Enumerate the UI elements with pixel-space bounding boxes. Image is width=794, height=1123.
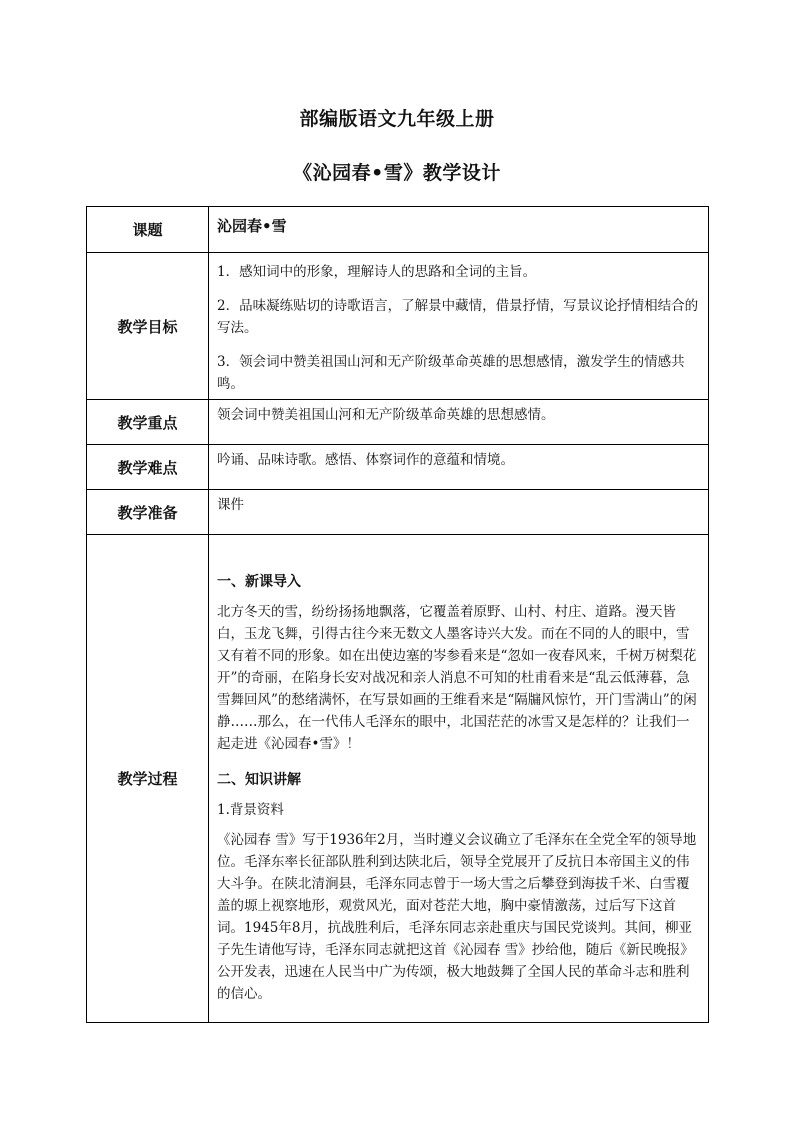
topic-text: 沁园春•雪 <box>217 217 287 235</box>
label-goals: 教学目标 <box>87 253 209 400</box>
value-process <box>209 535 709 1023</box>
subsection-text-background: 《沁园春 雪》写于1936年2月，当时遵义会议确立了毛泽东在全党全军的领导地位。毛泽东率长征部队胜利到达陕北后，领导全党展开了反抗日本帝国主义的伟大斗争。在陕北清涧县，毛泽东同志曾于一场大雪之后攀登到海拔千米、白雪覆盖的塬上视察地形，观赏风光，面对苍茫大地，胸中豪情激荡，过后写下这首词。1945年8月，抗战胜利后，毛泽东同志亲赴重庆与国民党谈判。其间，柳亚子先生请他写诗，毛泽东同志就把这首《沁园春 雪》抄给他，随后《新民晚报》公开发表，迅速在人民当中广为传颂，极大地鼓舞了全国人民的革命斗志和胜利的信心。 <box>217 832 697 1002</box>
goal-item-1: 1．感知词中的形象，理解诗人的思路和全词的主旨。 <box>217 264 537 280</box>
row-difficulty <box>87 445 709 490</box>
row-process <box>87 535 709 1023</box>
row-key-point <box>87 400 709 445</box>
value-goals <box>209 253 709 400</box>
label-preparation: 教学准备 <box>87 490 209 535</box>
label-key-point: 教学重点 <box>87 400 209 445</box>
value-topic <box>209 207 709 253</box>
lesson-plan-table <box>86 206 709 1023</box>
section-heading-intro: 一、新课导入 <box>217 574 301 590</box>
label-difficulty: 教学难点 <box>87 445 209 490</box>
section-text-intro: 北方冬天的雪，纷纷扬扬地飘落，它覆盖着原野、山村、村庄、道路。漫天皆白，玉龙飞舞，引得古往今来无数文人墨客诗兴大发。而在不同的人的眼中，雪又有着不同的形象。如在出使边塞的岑参看来是“忽如一夜春风来，千树万树梨花开”的奇丽，在陷身长安对战况和亲人消息不可知的杜甫看来是“乱云低薄暮，急雪舞回风”的愁绪满怀，在写景如画的王维看来是“隔牖风惊竹，开门雪满山”的闲静……那么，在一代伟人毛泽东的眼中，北国茫茫的冰雪又是怎样的？让我们一起走进《沁园春•雪》！ <box>217 604 697 752</box>
document-title: 部编版语文九年级上册 <box>299 108 495 130</box>
key-point-text: 领会词中赞美祖国山河和无产阶级革命英雄的思想感情。 <box>217 407 555 423</box>
row-preparation <box>87 490 709 535</box>
goal-item-3: 3．领会词中赞美祖国山河和无产阶级革命英雄的思想感情，激发学生的情感共鸣。 <box>217 354 685 392</box>
label-topic: 课题 <box>87 207 209 253</box>
goal-item-2: 2．品味凝练贴切的诗歌语言，了解景中藏情，借景抒情，写景议论抒情相结合的写法。 <box>217 298 699 336</box>
section-heading-knowledge: 二、知识讲解 <box>217 772 301 788</box>
preparation-text: 课件 <box>217 497 244 513</box>
difficulty-text: 吟诵、品味诗歌。感悟、体察词作的意蕴和情境。 <box>217 452 514 468</box>
subsection-heading-background: 1.背景资料 <box>217 802 284 818</box>
row-goals <box>87 253 709 400</box>
value-key-point <box>209 400 709 445</box>
value-preparation <box>209 490 709 535</box>
document-subtitle: 《沁园春•雪》教学设计 <box>293 162 501 184</box>
label-process: 教学过程 <box>87 535 209 1023</box>
value-difficulty <box>209 445 709 490</box>
row-topic <box>87 207 709 253</box>
